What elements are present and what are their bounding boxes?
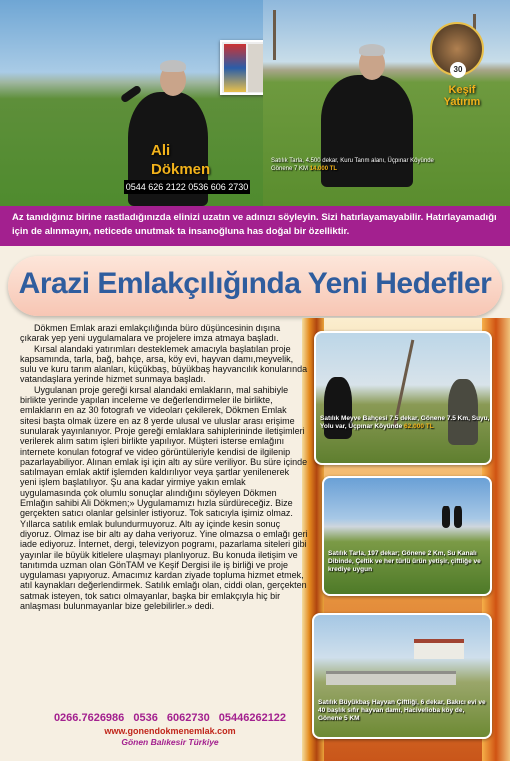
tree bbox=[273, 10, 276, 60]
article-paragraph: Kırsal alandaki yatırımları desteklemek amacıyla başlatılan proje kapsamında, tarla, bağ, bahçe, arsa, köy evi, hayvan damı,meyvelik, sulu ve kuru tarım alanları, küçükbaş, büyükbaş hayvancılık konularında vatandaşlara yerinde hizmet sunmaya başladı. bbox=[20, 343, 308, 385]
person-hair bbox=[359, 44, 385, 56]
agent-name bbox=[151, 141, 210, 179]
listing-caption: Satılık Tarla, 197 dekar; Gönene 2 Km, Su Kanalı Dibinde, Çeltik ve her türlü ürün yetişir, çiftliğe ve krediye uygun bbox=[328, 550, 481, 573]
listing-text: Satılık Meyve Bahçesi 7.5 dekar, Gönene 7.5 Km, Suyu, Yolu var, Üçpınar Köyünde bbox=[320, 415, 490, 430]
farm-building bbox=[414, 639, 464, 659]
header-listing-price: 14.000 TL bbox=[309, 166, 338, 172]
person-arm bbox=[120, 84, 143, 103]
contact-phone-numbers: 0266.7626986 0536 6062730 05446262122 bbox=[53, 712, 287, 724]
magazine-cover bbox=[224, 44, 246, 92]
logo-number: 30 bbox=[450, 62, 466, 78]
article-paragraph: Uygulanan proje gereği kırsal alandaki emlakların, mal sahibiyle birlikte yerinde yapılan inceleme ve değerlendirmeler ile birlikte, emlakların en az 30 fotografı ve videoları çekilerek, Dökmen Emlak sitesi başta olmak üzere en az 8 yerde ulusal ve uluslar arası erişime sunularak yayınlanıyor. Proje gereği emlaklara sahiplerininde iletişimleri verilerek alım satım işleri birlikte yapılıyor. Müşteri isterse emlağını internete konulan fotograf ve video görüntüleriyle kendisi de ilgilenip pazarlayabiliyor. Alınan emlak işi için altı ay süre veriliyor. Bu süre içinde satılmayan emlak aktif işlemden kaldırılıyor veya şartlar yenilenerek yeni işlem başlatılıyor. Şu ana kadar yirmiye yakın emlak uygulamasında çok olumlu sonuçlar alındığını söyleyen Dökmen Emlağın sahibi Ali Dökmen;» Uygulamamızı hızla sürdüreceğiz. Bize gerçekten satıcı olanlar gelsinler istiyoruz. Tok satıcıyla işimiz olmaz. Yıllarca satılık emlak bulundurmuyoruz. Altı ay içinde kesin sonuç diyoruz. Olmaz ise bir altı ay daha veriyoruz. Yine olmazsa o emlağı geri iade ediyoruz. İnternet, dergi, televizyon pogramı, pazarlama siteleri gibi yayınlar ile büyük kitlelere ulaşmayı planlıyoruz. Bu konuda iletişim ve tanıtımda uzman olan GönTAM ve Keşif Dergisi ile iş birliği ve proje uygulaması yapıyoruz. Amacımız kardan ziyade topluma hizmet etmek, atıl kaynakları değerlendirmek. Satılık emlağı olan, ciddi olan, gerçekten satmak isteyen, tok satıcı olmayanlar, başka bir emlakçıyla hiç bir anlaşması bulunmayanlar bize gelebilirler.» dedi. bbox=[20, 384, 308, 612]
header-listing-text: Satılık Tarla, 4.500 dekar, Kuru Tarım alanı, Üçpınar Köyünde Gönene 7 KM bbox=[271, 158, 434, 172]
logo-text bbox=[434, 84, 490, 108]
listing-photo-orchard bbox=[314, 331, 492, 465]
agent-first-name: Ali bbox=[151, 142, 171, 159]
article-paragraph: Dökmen Emlak arazi emlakçılığında büro düşüncesinin dışına çıkarak yep yeni uygulamalara ve projelere imza atmaya başladı. bbox=[20, 323, 281, 344]
person-figure bbox=[442, 506, 450, 528]
agent-last-name: Dökmen bbox=[151, 161, 211, 178]
person-hair bbox=[160, 60, 186, 72]
header-photo-banner bbox=[0, 0, 510, 206]
quote-band: Az tanıdığınız birine rastladığınızda elinizi uzatın ve adınızı söyleyin. Sizi hatırlayamayabilir. Hatırlayamadığı için de alınmayın, neticede unutmak ta insanoğluna has doğal bir özelliktir. bbox=[0, 206, 510, 246]
listing-caption bbox=[320, 415, 490, 431]
logo-line-2: Yatırım bbox=[443, 96, 481, 108]
logo-line-1: Keşif bbox=[448, 84, 476, 96]
listing-photo-farm bbox=[312, 613, 492, 739]
header-phone-numbers: 0544 626 2122 0536 606 2730 bbox=[125, 182, 249, 192]
listing-price: 62.000 TL bbox=[404, 423, 434, 430]
person-figure bbox=[454, 506, 462, 528]
barn-building bbox=[326, 671, 456, 685]
website-link[interactable]: www.gonendokmenemlak.com bbox=[104, 726, 236, 736]
listing-photo-field bbox=[322, 476, 492, 596]
person-figure bbox=[448, 379, 478, 445]
listing-caption: Satılık Büyükbaş Hayvan Çiftliği, 6 dekar, Bakıcı evi ve 40 başlık sıfır hayvan damı, Hacivelioba köy de, Gönene 5 KM bbox=[318, 699, 486, 722]
contact-footer bbox=[20, 712, 320, 748]
page-title: Arazi Emlakçılığında Yeni Hedefler bbox=[18, 267, 492, 300]
location-text: Gönen Balıkesir Türkiye bbox=[121, 737, 219, 747]
article-body bbox=[20, 323, 308, 611]
header-listing-caption bbox=[271, 157, 451, 173]
field-photo-left bbox=[0, 0, 263, 206]
